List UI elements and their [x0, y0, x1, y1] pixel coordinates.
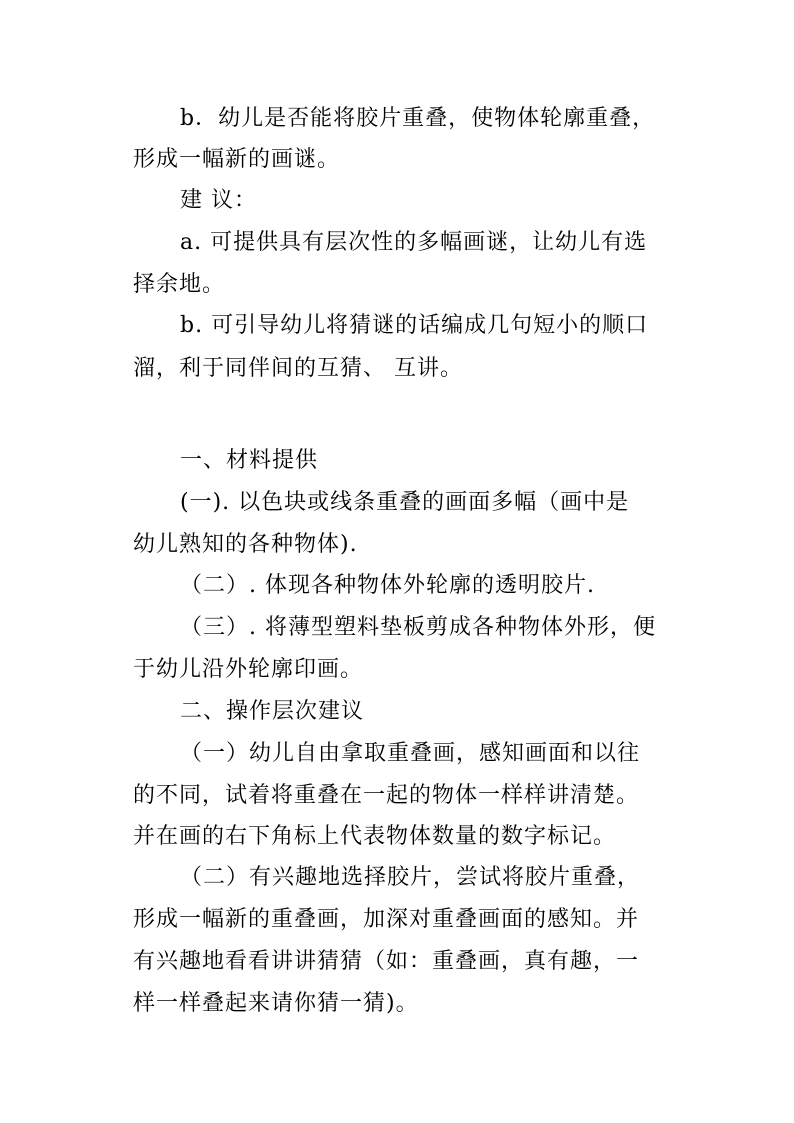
paragraph-line: 有兴趣地看看讲讲猜猜（如：重叠画，真有趣，一 — [133, 949, 640, 974]
paragraph-line: 并在画的右下角标上代表物体数量的数字标记。 — [133, 824, 617, 849]
paragraph-line: （二）有兴趣地选择胶片，尝试将胶片重叠， — [180, 865, 641, 890]
paragraph-line: 择余地。 — [133, 272, 226, 297]
paragraph-line: 于幼儿沿外轮廓印画。 — [133, 657, 364, 682]
paragraph-line: a. 可提供具有层次性的多幅画谜，让幼儿有选 — [180, 230, 648, 255]
section-heading: 一、材料提供 — [180, 448, 319, 473]
paragraph-line: （一）幼儿自由拿取重叠画，感知画面和以往 — [180, 741, 641, 766]
paragraph-line: （二）. 体现各种物体外轮廓的透明胶片. — [180, 573, 595, 598]
paragraph-line: 幼儿熟知的各种物体). — [133, 532, 358, 557]
paragraph-line: b. 可引导幼儿将猜谜的话编成几句短小的顺口 — [180, 313, 649, 338]
paragraph-line: 的不同，试着将重叠在一起的物体一样样讲清楚。 — [133, 783, 640, 808]
paragraph-line: 样一样叠起来请你猜一猜)。 — [133, 991, 419, 1016]
paragraph-line: 形成一幅新的画谜。 — [133, 147, 341, 172]
paragraph-line: 形成一幅新的重叠画，加深对重叠画面的感知。并 — [133, 907, 640, 932]
paragraph-line: （三）. 将薄型塑料垫板剪成各种物体外形，便 — [180, 615, 656, 640]
paragraph-line: 溜，利于同伴间的互猜、 互讲。 — [133, 356, 463, 381]
paragraph-line: (一). 以色块或线条重叠的画面多幅（画中是 — [180, 490, 630, 515]
section-heading: 二、操作层次建议 — [180, 699, 365, 724]
paragraph-line: b．幼儿是否能将胶片重叠，使物体轮廓重叠， — [180, 106, 656, 131]
paragraph-line: 建 议： — [180, 188, 257, 213]
